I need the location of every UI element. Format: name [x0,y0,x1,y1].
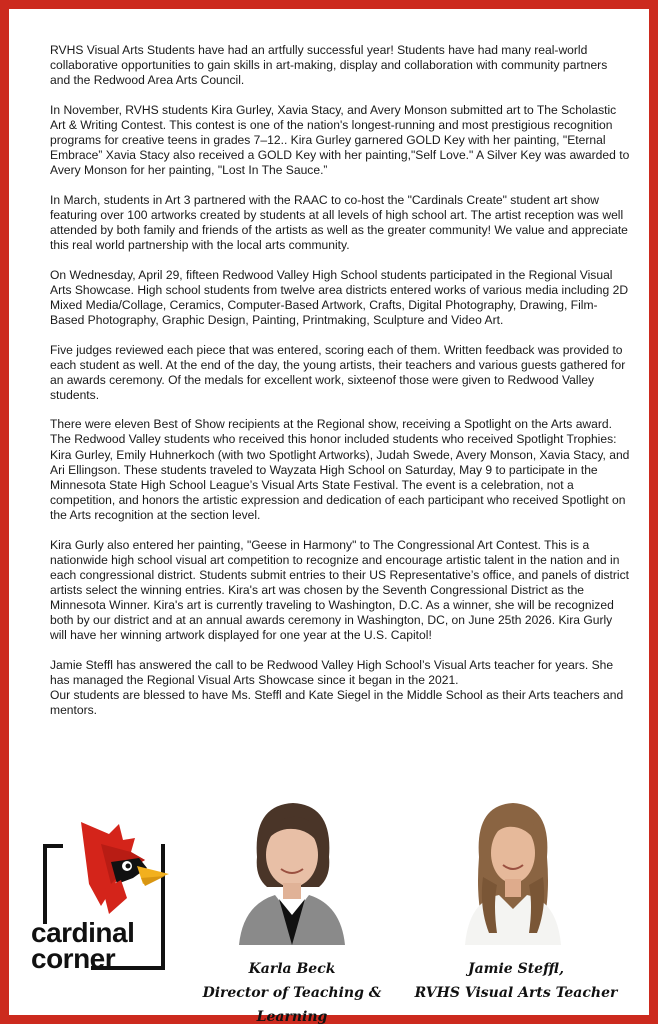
logo-word-cardinal: cardinal [31,917,135,948]
cardinal-bird-icon [61,814,171,924]
caption-jamie-steffl [413,957,619,1005]
logo-frame-top-left [43,844,63,848]
person-name: Jamie Steffl, [467,961,564,977]
logo-frame-left [43,844,47,924]
closing-line-1: Jamie Steffl has answered the call to be Redwood Valley High School’s Visual Arts teacher for years. She has managed the Regional Visual Arts Showcase since it began in the 2021. [50,657,614,687]
person-name: Karla Beck [248,961,336,977]
paragraph-scholastic: In November, RVHS students Kira Gurley, Xavia Stacy, and Avery Monson submitted art to The Scholastic Art & Writing Contest. This contest is one of the nation's longest-running and most prestigious recognition programs for creative teens in grades 7–12.. Kira Gurley garnered GOLD Key with her painting, "Eternal Embrace” Xavia Stacy also received a GOLD Key with her painting,"Self Love." A Silver Key was awarded to Avery Monson for her painting, "Lost In The Sauce.” [50,102,630,178]
paragraph-judges: Five judges reviewed each piece that was entered, scoring each of them. Written feedback was provided to each student as well. At the end of the day, the young artists, their teachers and various guests gathered for an awards ceremony. Of the medals for excellent work, sixteenof those were given to Redwood Valley students. [50,342,626,402]
portrait-karla-beck [235,797,349,945]
logo-word-corner: corner [31,943,116,974]
person-photo-icon [459,797,567,945]
paragraph-intro: RVHS Visual Arts Students have had an artfully successful year! Students have had many real-world collaborative opportunities to gain skills in art-making, display and collaboration with community partners and the Redwood Area Arts Council. [50,43,608,88]
article-body [50,43,630,718]
paragraph-cardinals-create: In March, students in Art 3 partnered with the RAAC to co-host the "Cardinals Create" student art show featuring over 100 artworks created by students at all levels of high school art. The artist reception was well attended by both family and friends of the artists as well as the greater community! We value and appreciate this real world partnership with the local arts community. [50,192,628,253]
closing-line-2: Our students are blessed to have Ms. Steffl and Kate Siegel in the Middle School as their Arts teachers and mentors. [50,687,624,717]
paragraph-regional-showcase: On Wednesday, April 29, fifteen Redwood Valley High School students participated in the Regional Visual Arts Showcase. High school students from twelve area districts entered works of various media including 2D Mixed Media/Collage, Ceramics, Computer-Based Artwork, Crafts, Digital Photography, Drawing, Film-Based Photography, Graphic Design, Painting, Printmaking, Sculpture and Video Art. [50,267,629,327]
paragraph-closing [50,658,630,718]
person-title: RVHS Visual Arts Teacher [414,985,618,1001]
person-photo-icon [235,797,349,945]
logo-wordmark [31,917,171,974]
cardinal-corner-logo [31,814,181,984]
portrait-jamie-steffl [459,797,567,945]
caption-karla-beck [179,957,405,1029]
person-title: Director of Teaching & Learning [202,985,382,1025]
paragraph-best-of-show: There were eleven Best of Show recipients at the Regional show, receiving a Spotlight on the Arts award. The Redwood Valley students who received this honor included students who received Spotlight Trophies: Kira Gurley, Emily Huhnerkoch (with two Spotlight Artworks), Judah Swede, Avery Monson, Xavia Stacy, and Ari Ellingson. These students traveled to Wayzata High School on Saturday, May 9 to participate in the Minnesota State High School League’s Visual Arts State Festival. The event is a celebration, not a competition, and honors the artistic expression and dedication of each participant who received Spotlight on the Arts recognition at the section level. [50,417,630,522]
paragraph-congressional: Kira Gurly also entered her painting, "Geese in Harmony" to The Congressional Art Contest. This is a nationwide high school visual art competition to recognize and encourage artistic talent in the nation and in each congressional district. Students submit entries to their US Representative’s office, and panels of district artists select the winning entries. Kira's art was chosen by the Seventh Congressional District as the Minnesota Winner. Kira's art is currently traveling to Washington, D.C. As a winner, she will be recognized both by our district and at an annual awards ceremony in Washington, DC, on June 25th 2026. Kira Gurly will have her winning artwork displayed for one year at the U.S. Capitol! [50,537,630,643]
